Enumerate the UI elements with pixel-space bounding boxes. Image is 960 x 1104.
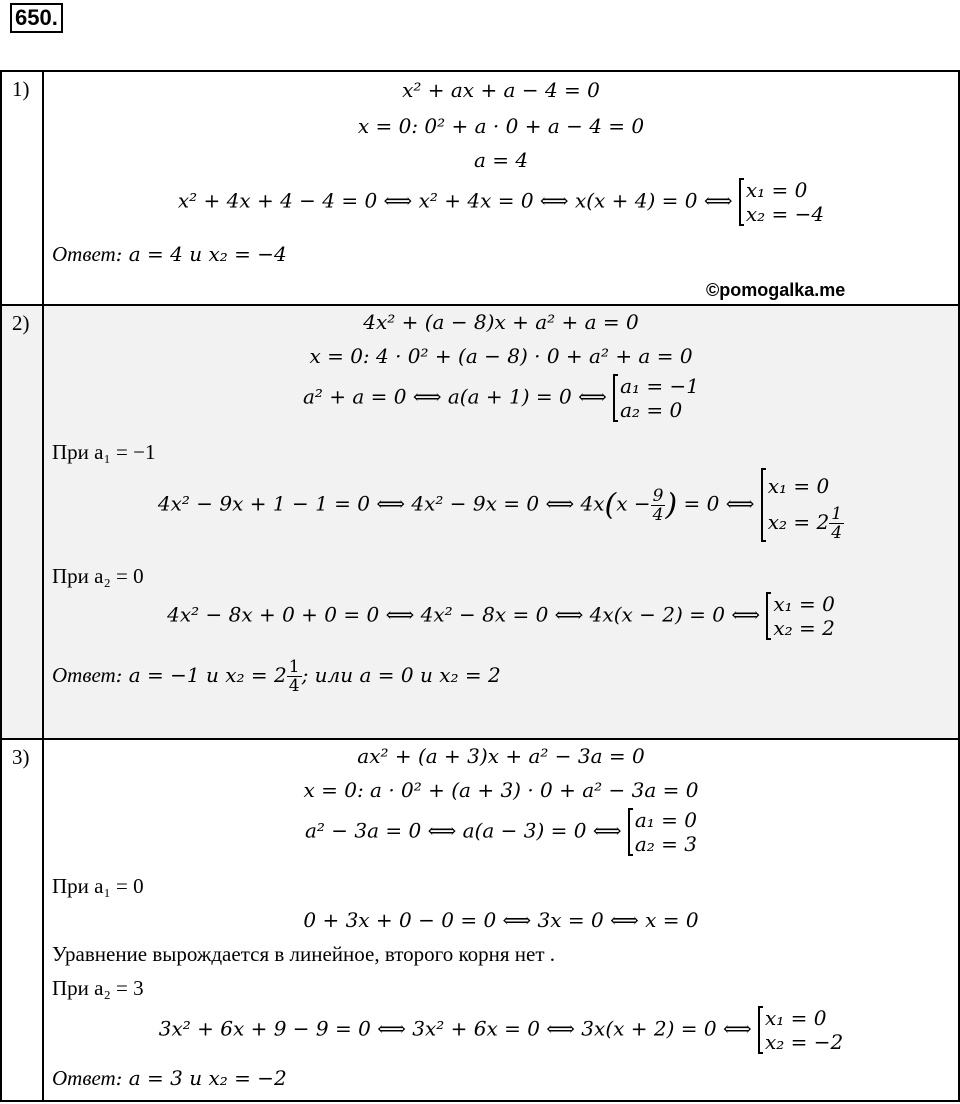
substitution: x = 0: 0² + a · 0 + a − 4 = 0 — [357, 114, 645, 138]
equation: ax² + (a + 3)x + a² − 3a = 0 — [357, 744, 645, 768]
row-label-cell — [1, 71, 43, 305]
note: Уравнение вырождается в линейное, второго корня нет . — [52, 942, 556, 966]
row-content-cell — [43, 305, 959, 739]
answer-line: Ответ: a = −1 и x₂ = 2 $\frac{1}{4}$ ; или a = 0 и x₂ = 2 — [52, 657, 501, 696]
root-system: x₁ = 0 x₂ = −2 — [758, 1006, 843, 1054]
row-label-cell — [1, 739, 43, 1101]
answer-line: Ответ: a = 4 и x₂ = −4 — [52, 242, 287, 266]
case-heading: При a₁ = 0 — [52, 874, 144, 898]
equation: x² + ax + a − 4 = 0 — [402, 78, 600, 102]
row-content-cell — [43, 739, 959, 1101]
solution-chain: x² + 4x + 4 − 4 = 0 ⟺ x² + 4x = 0 ⟺ x(x + 4) = 0 ⟺ x₁ = 0 x₂ = −4 — [177, 178, 825, 226]
case-heading: При a₂ = 3 — [52, 976, 144, 1000]
root-system: x₁ = 0 x₂ = −4 — [739, 178, 824, 226]
root-system: x₁ = 0 x₂ = 2 — [766, 592, 835, 640]
solution-row-2 — [1, 305, 959, 739]
case-heading: При a₂ = 0 — [52, 564, 144, 588]
solution-chain: 4x² − 9x + 1 − 1 = 0 ⟺ 4x² − 9x = 0 ⟺ 4x(x − $\frac{9}{4}$ ) = 0 ⟺ x₁ = 0 x₂ = 2 $\frac{1}{4}$ — [44, 468, 958, 542]
row-label: 2) — [12, 311, 30, 335]
parameter-chain: a² + a = 0 ⟺ a(a + 1) = 0 ⟺ a₁ = −1 a₂ = 0 — [302, 374, 700, 422]
parameter-value: a = 4 — [473, 148, 529, 172]
watermark: ©pomogalka.me — [706, 280, 846, 300]
parameter-chain: a² − 3a = 0 ⟺ a(a − 3) = 0 ⟺ a₁ = 0 a₂ = 3 — [304, 808, 698, 856]
parameter-system: a₁ = 0 a₂ = 3 — [628, 808, 697, 856]
equation: 4x² + (a − 8)x + a² + a = 0 — [363, 310, 639, 334]
solution-chain: 3x² + 6x + 9 − 9 = 0 ⟺ 3x² + 6x = 0 ⟺ 3x(x + 2) = 0 ⟺ x₁ = 0 x₂ = −2 — [158, 1006, 844, 1054]
substitution: x = 0: 4 · 0² + (a − 8) · 0 + a² + a = 0 — [309, 344, 693, 368]
row-content-cell — [43, 71, 959, 305]
substitution: x = 0: a · 0² + (a + 3) · 0 + a² − 3a = 0 — [303, 778, 699, 802]
answer-line: Ответ: a = 3 и x₂ = −2 — [52, 1066, 287, 1090]
solution-row-3 — [1, 739, 959, 1101]
row-label-cell — [1, 305, 43, 739]
row-label: 1) — [12, 77, 30, 101]
root-system: x₁ = 0 x₂ = 2 $\frac{1}{4}$ — [761, 468, 844, 542]
parameter-system: a₁ = −1 a₂ = 0 — [613, 374, 699, 422]
solution-chain: 4x² − 8x + 0 + 0 = 0 ⟺ 4x² − 8x = 0 ⟺ 4x(x − 2) = 0 ⟺ x₁ = 0 x₂ = 2 — [167, 592, 835, 640]
case-heading: При a₁ = −1 — [52, 440, 156, 464]
problem-number: 650. — [10, 3, 63, 33]
solution-row-1 — [1, 71, 959, 305]
solution-table — [0, 70, 960, 1102]
solution-chain: 0 + 3x + 0 − 0 = 0 ⟺ 3x = 0 ⟺ x = 0 — [303, 908, 699, 932]
row-label: 3) — [12, 745, 30, 769]
